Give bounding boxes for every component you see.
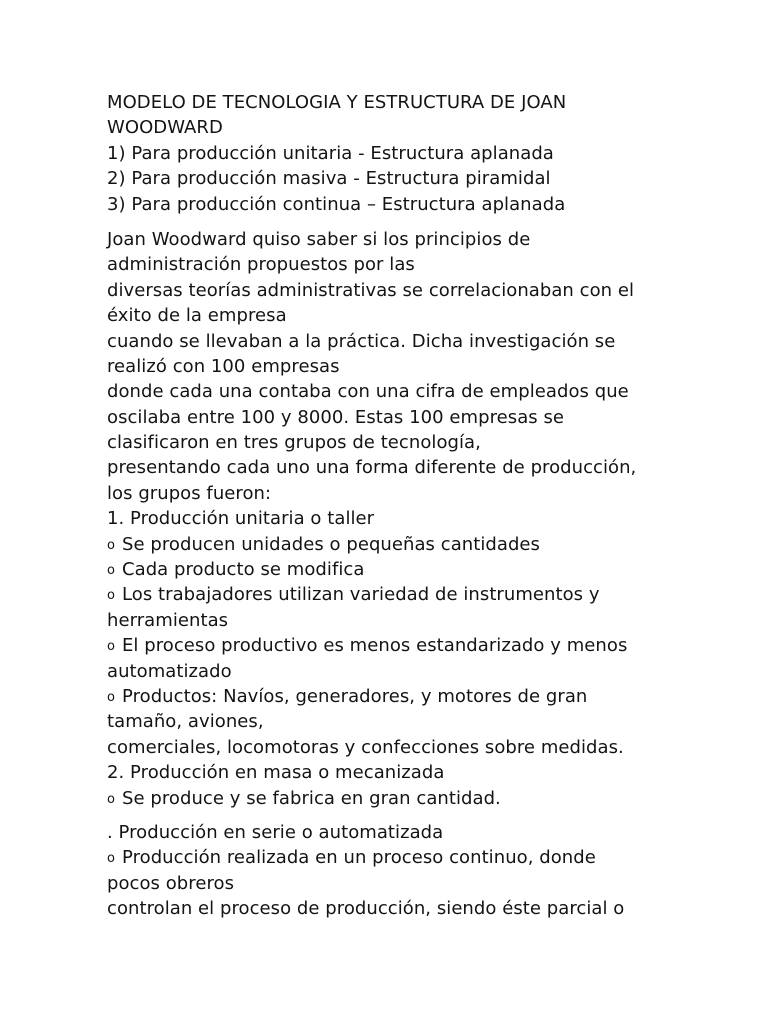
paragraph-spacer: [107, 217, 737, 227]
bullet-text: Productos: Navíos, generadores, y motores de gran: [122, 685, 588, 707]
section2-bullet-1: [107, 786, 737, 811]
bullet-text: Producción realizada en un proceso continuo, donde: [122, 847, 596, 869]
bullet-text: Los trabajadores utilizan variedad de instrumentos y: [122, 584, 600, 606]
model-item-3: 3) Para producción continua – Estructura aplanada: [107, 193, 566, 215]
section1-bullet-4: [107, 633, 737, 658]
section3-bullet-1: [107, 845, 737, 870]
bullet-text: Se producen unidades o pequeñas cantidades: [122, 533, 540, 555]
model-item-2: 2) Para producción masiva - Estructura piramidal: [107, 168, 551, 190]
section3-heading: . Producción en serie o automatizada: [107, 821, 444, 843]
intro-line-7: donde cada una contaba con una cifra de empleados que: [107, 381, 629, 403]
section1-bullet-1: [107, 532, 737, 557]
intro-line-10: presentando cada uno una forma diferente de producción,: [107, 457, 637, 479]
bullet-text: Se produce y se fabrica en gran cantidad.: [122, 787, 501, 809]
section1-heading: 1. Producción unitaria o taller: [107, 508, 375, 530]
section3-line-3: controlan el proceso de producción, siendo éste parcial o: [107, 898, 625, 920]
paragraph-spacer: [107, 811, 737, 820]
section1-bullet-5-continuation-1: tamaño, aviones,: [107, 711, 264, 733]
intro-line-3: diversas teorías administrativas se correlacionaban con el: [107, 279, 635, 301]
intro-line-2: administración propuestos por las: [107, 254, 415, 276]
bullet-marker: o: [107, 639, 116, 655]
intro-line-8: oscilaba entre 100 y 8000. Estas 100 empresas se: [107, 406, 565, 428]
section1-bullet-2: [107, 557, 737, 582]
intro-line-5: cuando se llevaban a la práctica. Dicha investigación se: [107, 330, 616, 352]
section1-bullet-5-continuation-2: comerciales, locomotoras y confecciones sobre medidas.: [107, 736, 624, 758]
section1-bullet-3-continuation: herramientas: [107, 609, 229, 631]
intro-line-11: los grupos fueron:: [107, 482, 272, 504]
bullet-marker: o: [107, 791, 116, 807]
bullet-marker: o: [107, 851, 116, 867]
document-title-line-1: MODELO DE TECNOLOGIA Y ESTRUCTURA DE JOAN: [107, 92, 567, 113]
section1-bullet-4-continuation: automatizado: [107, 660, 232, 682]
bullet-text: Cada producto se modifica: [122, 559, 365, 581]
bullet-marker: o: [107, 537, 116, 553]
intro-line-4: éxito de la empresa: [107, 305, 287, 327]
bullet-marker: o: [107, 689, 116, 705]
document-page: [107, 90, 737, 922]
intro-line-6: realizó con 100 empresas: [107, 355, 340, 377]
intro-line-9: clasificaron en tres grupos de tecnología,: [107, 432, 481, 454]
section2-heading: 2. Producción en masa o mecanizada: [107, 762, 445, 784]
model-item-1: 1) Para producción unitaria - Estructura aplanada: [107, 142, 554, 164]
bullet-text: El proceso productivo es menos estandarizado y menos: [122, 635, 628, 657]
section3-bullet-1-continuation: pocos obreros: [107, 872, 235, 894]
bullet-marker: o: [107, 563, 116, 579]
section1-bullet-3: [107, 582, 737, 607]
intro-line-1: Joan Woodward quiso saber si los principios de: [107, 228, 531, 250]
bullet-marker: o: [107, 588, 116, 604]
document-title-line-2: WOODWARD: [107, 117, 223, 139]
section1-bullet-5: [107, 684, 737, 709]
